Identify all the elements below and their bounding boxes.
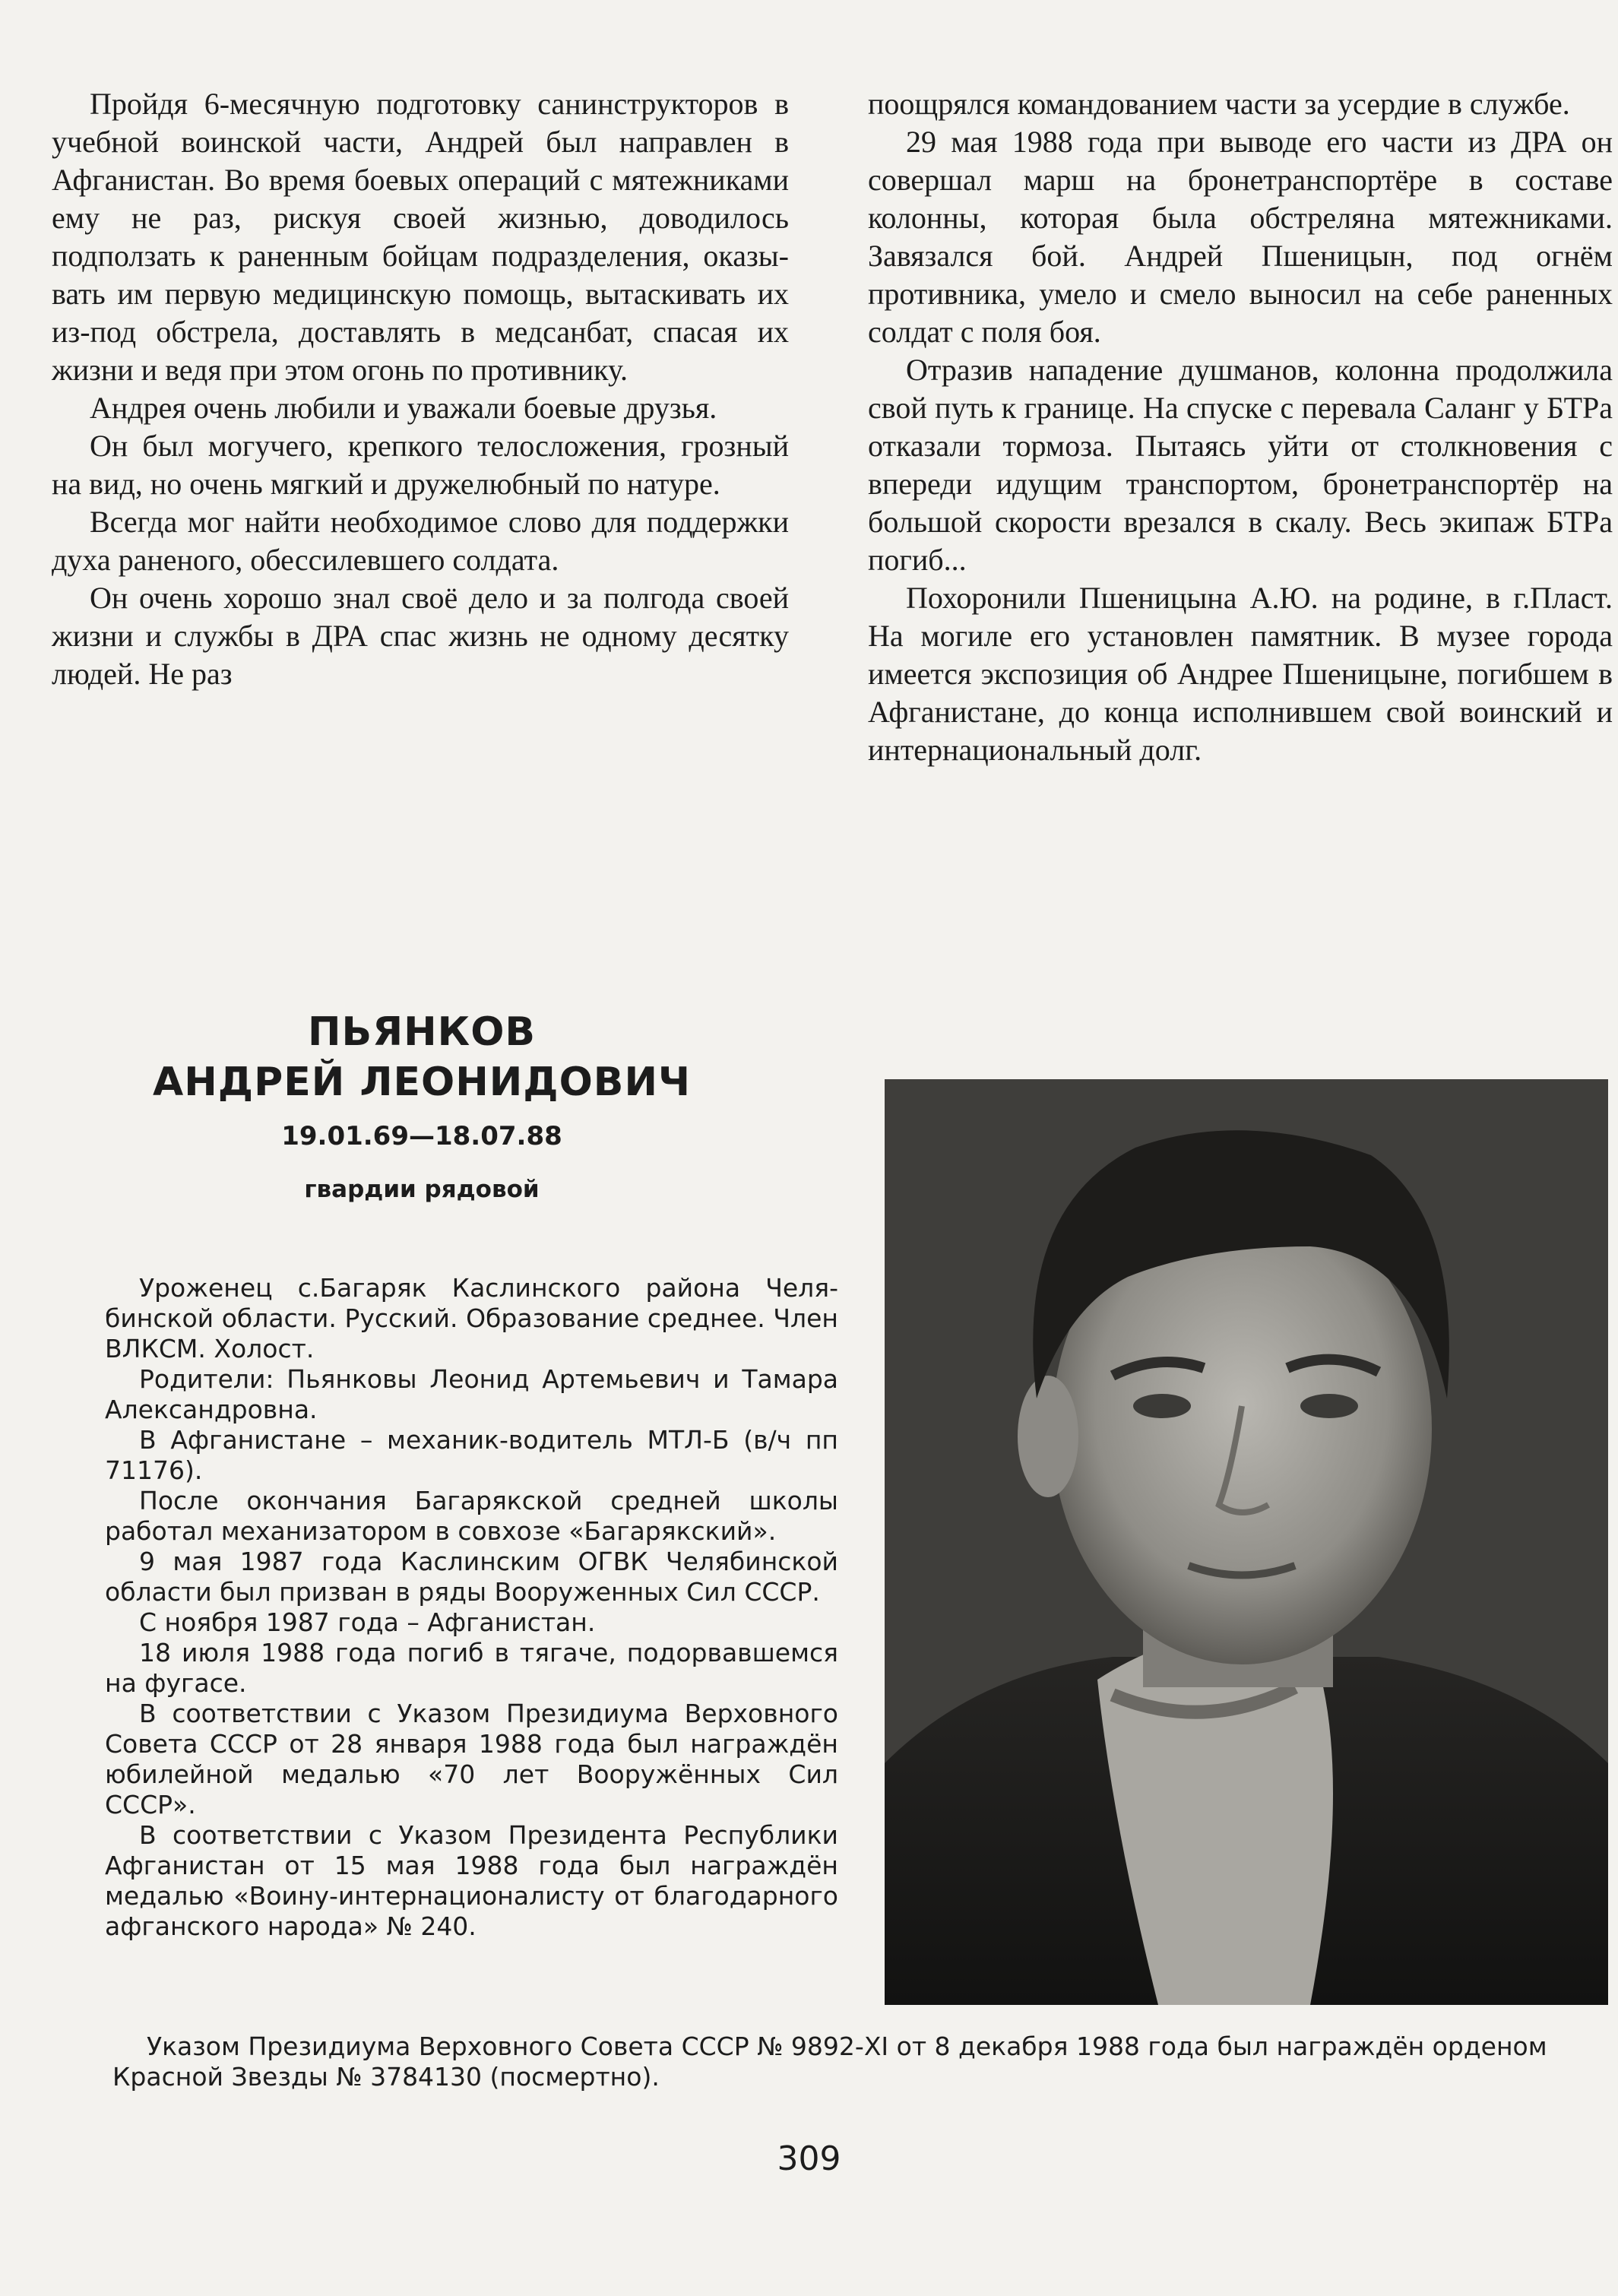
bio-paragraph: Родители: Пьянковы Леонид Артемьевич и Тамара Александровна. — [105, 1364, 838, 1424]
award-note: Указом Президиума Верховного Совета СССР № 9892-XI от 8 декабря 1988 года был награждён орденом Красной Звезды № 3784130 (посмертно). — [112, 2032, 1547, 2092]
paragraph-continuation: поощрялся командованием части за усердие в службе. — [868, 87, 1570, 121]
paragraph: Отразив нападение душманов, колонна продолжила свой путь к границе. На спуске с перевала Саланг у БТРа отказали тормоза. Пытаясь уйти от столкновения с впереди идущим транспортом, бронетранспортёр на большой скорости врезался в скалу. Весь экипаж БТРа погиб... — [868, 353, 1613, 577]
left-text-column — [52, 85, 789, 693]
paragraph: Всегда мог найти необходимое слово для поддержки духа раненого, обессилевшего солдата. — [52, 505, 789, 577]
person-given-names: АНДРЕЙ ЛЕОНИДОВИЧ — [153, 1059, 691, 1105]
right-text-column — [868, 85, 1613, 769]
paragraph: Пройдя 6-месячную подготовку санинструкторов в учебной воинской части, Андрей был направлен в Афганистан. Во время боевых операций с мятежниками ему не раз, рискуя своей жизнью, доводилось подползать к раненным бойцам подразделения, оказывать им первую медицинскую помощь, вытаскивать их из-под обстрела, доставлять в медсанбат, спасая их жизни и ведя при этом огонь по противнику. — [52, 87, 789, 387]
bio-paragraph: 18 июля 1988 года погиб в тягаче, подорвавшемся на фугасе. — [105, 1638, 838, 1698]
paragraph: Похоронили Пшеницына А.Ю. на родине, в г.Пласт. На могиле его установлен памятник. В музее города имеется экспозиция об Андрее Пшеницыне, погибшем в Афганистане, до конца исполнившем свой воинский и интернациональный долг. — [868, 581, 1613, 767]
biography — [105, 1273, 838, 1942]
bio-paragraph: В Афганистане – механик-водитель МТЛ-Б (в/ч пп 71176). — [105, 1425, 838, 1485]
bio-paragraph: С ноября 1987 года – Афганистан. — [139, 1607, 596, 1637]
paragraph: Он очень хорошо знал своё дело и за полгода своей жизни и службы в ДРА спас жизнь не одному десятку людей. Не раз — [52, 581, 789, 691]
paragraph: 29 мая 1988 года при выводе его части из ДРА он совершал марш на бронетранспортёре в составе колонны, которая была обстреляна мятежниками. Завязался бой. Андрей Пшеницын, под огнём противника, умело и смело выносил на себе раненных солдат с поля боя. — [868, 125, 1613, 349]
bio-paragraph: Уроженец с.Багаряк Каслинского района Челябинской области. Русский. Образование среднее. Член ВЛКСМ. Холост. — [105, 1273, 838, 1363]
bio-paragraph: 9 мая 1987 года Каслинским ОГВК Челябинской области был призван в ряды Вооруженных Сил СССР. — [105, 1547, 838, 1607]
bio-paragraph: В соответствии с Указом Президента Республики Афганистан от 15 мая 1988 года был награждён медалью «Воину-интернационалисту от благодарного афганского народа» № 240. — [105, 1820, 838, 1941]
life-dates: 19.01.69—18.07.88 — [281, 1121, 562, 1151]
paragraph: Он был могучего, крепкого телосложения, грозный на вид, но очень мягкий и дружелюбный по натуре. — [52, 429, 789, 501]
paragraph: Андрея очень любили и уважали боевые друзья. — [90, 391, 717, 425]
bio-paragraph: После окончания Багарякской средней школы работал механизатором в совхозе «Багарякский». — [105, 1486, 838, 1546]
person-surname: ПЬЯНКОВ — [307, 1009, 537, 1055]
portrait-illustration — [885, 1079, 1608, 2005]
page-number: 309 — [777, 2139, 841, 2178]
person-header — [122, 1007, 722, 1203]
military-rank: гвардии рядовой — [304, 1176, 540, 1203]
bio-paragraph: В соответствии с Указом Президиума Верховного Совета СССР от 28 января 1988 года был награждён юбилейной медалью «70 лет Вооружённых Сил СССР». — [105, 1699, 838, 1819]
portrait-photo — [885, 1079, 1608, 2005]
